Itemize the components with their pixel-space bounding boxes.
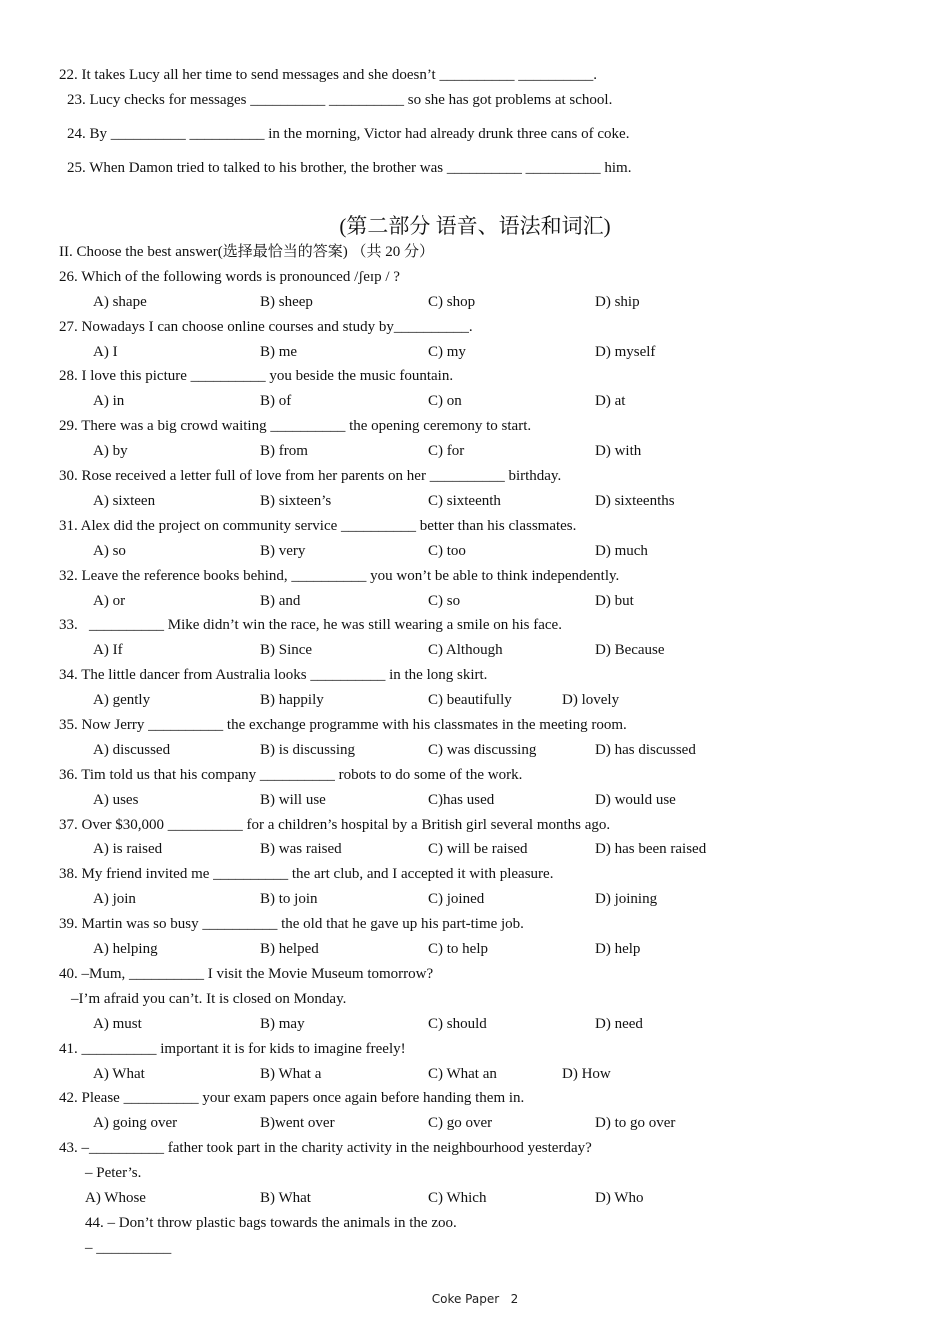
question-29-option-a: A) by bbox=[93, 443, 128, 459]
question-26-option-c: C) shop bbox=[428, 294, 476, 310]
question-27-option-d: D) myself bbox=[595, 344, 656, 360]
question-36-option-c: C)has used bbox=[428, 792, 495, 808]
question-22: 22. It takes Lucy all her time to send messages and she doesn’t __________ __________. bbox=[59, 67, 597, 83]
question-43-reply: – Peter’s. bbox=[85, 1165, 142, 1181]
question-40-option-c: C) should bbox=[428, 1016, 487, 1032]
question-26-option-d: D) ship bbox=[595, 294, 640, 310]
question-38-option-c: C) joined bbox=[428, 891, 485, 907]
question-37-option-c: C) will be raised bbox=[428, 841, 528, 857]
question-34-option-c: C) beautifully bbox=[428, 692, 512, 708]
question-28-option-b: B) of bbox=[260, 393, 292, 409]
question-31-option-b: B) very bbox=[260, 543, 306, 559]
question-41-stem: 41. __________ important it is for kids to imagine freely! bbox=[59, 1041, 406, 1057]
question-33-option-c: C) Although bbox=[428, 642, 503, 658]
question-33-option-a: A) If bbox=[93, 642, 123, 658]
page-footer: Coke Paper 2 bbox=[431, 1292, 519, 1306]
question-34-option-a: A) gently bbox=[93, 692, 151, 708]
question-30-stem: 30. Rose received a letter full of love from her parents on her __________ birthday. bbox=[59, 468, 562, 484]
question-41-option-d: D) How bbox=[562, 1066, 611, 1082]
question-36-option-b: B) will use bbox=[260, 792, 326, 808]
question-32-option-b: B) and bbox=[260, 593, 301, 609]
question-43-option-b: B) What bbox=[260, 1190, 311, 1206]
question-24: 24. By __________ __________ in the morning, Victor had already drunk three cans of coke. bbox=[67, 126, 630, 142]
question-38-option-b: B) to join bbox=[260, 891, 318, 907]
question-38-option-a: A) join bbox=[93, 891, 136, 907]
question-39-option-c: C) to help bbox=[428, 941, 488, 957]
question-26-option-b: B) sheep bbox=[260, 294, 313, 310]
question-29-option-c: C) for bbox=[428, 443, 465, 459]
question-31-option-d: D) much bbox=[595, 543, 648, 559]
question-38-option-d: D) joining bbox=[595, 891, 658, 907]
question-44-stem: 44. – Don’t throw plastic bags towards the animals in the zoo. bbox=[85, 1215, 457, 1231]
question-29-option-b: B) from bbox=[260, 443, 308, 459]
question-34-stem: 34. The little dancer from Australia looks __________ in the long skirt. bbox=[59, 667, 488, 683]
question-36-option-a: A) uses bbox=[93, 792, 139, 808]
question-38-stem: 38. My friend invited me __________ the art club, and I accepted it with pleasure. bbox=[59, 866, 554, 882]
question-37-option-a: A) is raised bbox=[93, 841, 163, 857]
question-27-stem: 27. Nowadays I can choose online courses and study by__________. bbox=[59, 319, 473, 335]
question-33-stem: 33. __________ Mike didn’t win the race, he was still wearing a smile on his face. bbox=[59, 617, 562, 633]
question-40-option-d: D) need bbox=[595, 1016, 643, 1032]
question-39-option-d: D) help bbox=[595, 941, 641, 957]
question-27-option-c: C) my bbox=[428, 344, 466, 360]
question-33-option-d: D) Because bbox=[595, 642, 665, 658]
question-34-option-d: D) lovely bbox=[562, 692, 620, 708]
question-41-option-b: B) What a bbox=[260, 1066, 322, 1082]
question-25: 25. When Damon tried to talked to his brother, the brother was __________ __________ him. bbox=[67, 160, 632, 176]
question-40-reply: –I’m afraid you can’t. It is closed on Monday. bbox=[71, 991, 347, 1007]
question-36-option-d: D) would use bbox=[595, 792, 676, 808]
question-31-stem: 31. Alex did the project on community service __________ better than his classmates. bbox=[59, 518, 577, 534]
question-39-option-a: A) helping bbox=[93, 941, 158, 957]
question-32-option-c: C) so bbox=[428, 593, 461, 609]
question-30-option-d: D) sixteenths bbox=[595, 493, 675, 509]
question-35-stem: 35. Now Jerry __________ the exchange programme with his classmates in the meeting room. bbox=[59, 717, 627, 733]
question-40-option-b: B) may bbox=[260, 1016, 305, 1032]
question-23: 23. Lucy checks for messages __________ __________ so she has got problems at school. bbox=[67, 92, 613, 108]
section-title: (第二部分 语音、语法和词汇) bbox=[339, 214, 611, 238]
question-41-option-c: C) What an bbox=[428, 1066, 497, 1082]
question-43-option-d: D) Who bbox=[595, 1190, 644, 1206]
question-27-option-a: A) I bbox=[93, 344, 118, 360]
question-43-option-a: A) Whose bbox=[85, 1190, 146, 1206]
question-30-option-b: B) sixteen’s bbox=[260, 493, 332, 509]
question-29-stem: 29. There was a big crowd waiting __________ the opening ceremony to start. bbox=[59, 418, 532, 434]
question-29-option-d: D) with bbox=[595, 443, 642, 459]
question-35-option-b: B) is discussing bbox=[260, 742, 356, 758]
question-32-option-d: D) but bbox=[595, 593, 634, 609]
question-37-option-d: D) has been raised bbox=[595, 841, 707, 857]
question-37-option-b: B) was raised bbox=[260, 841, 342, 857]
question-40-option-a: A) must bbox=[93, 1016, 142, 1032]
question-39-stem: 39. Martin was so busy __________ the old that he gave up his part-time job. bbox=[59, 916, 524, 932]
question-32-stem: 32. Leave the reference books behind, __________ you won’t be able to think independently. bbox=[59, 568, 620, 584]
question-42-option-a: A) going over bbox=[93, 1115, 178, 1131]
question-30-option-a: A) sixteen bbox=[93, 493, 156, 509]
question-40-stem: 40. –Mum, __________ I visit the Movie Museum tomorrow? bbox=[59, 966, 434, 982]
question-43-stem: 43. –__________ father took part in the charity activity in the neighbourhood yesterday? bbox=[59, 1140, 592, 1156]
question-28-option-d: D) at bbox=[595, 393, 626, 409]
question-35-option-c: C) was discussing bbox=[428, 742, 537, 758]
question-33-option-b: B) Since bbox=[260, 642, 313, 658]
question-28-option-a: A) in bbox=[93, 393, 125, 409]
question-42-stem: 42. Please __________ your exam papers once again before handing them in. bbox=[59, 1090, 525, 1106]
question-34-option-b: B) happily bbox=[260, 692, 324, 708]
question-35-option-a: A) discussed bbox=[93, 742, 171, 758]
question-31-option-c: C) too bbox=[428, 543, 466, 559]
question-28-stem: 28. I love this picture __________ you beside the music fountain. bbox=[59, 368, 454, 384]
question-39-option-b: B) helped bbox=[260, 941, 319, 957]
question-28-option-c: C) on bbox=[428, 393, 462, 409]
question-42-option-d: D) to go over bbox=[595, 1115, 676, 1131]
question-35-option-d: D) has discussed bbox=[595, 742, 696, 758]
question-37-stem: 37. Over $30,000 __________ for a children’s hospital by a British girl several months ago. bbox=[59, 817, 611, 833]
question-26-stem: 26. Which of the following words is pronounced /ʃeɪp / ? bbox=[59, 269, 400, 285]
question-44-reply: – __________ bbox=[85, 1240, 172, 1256]
section-instruction: II. Choose the best answer(选择最恰当的答案) （共 20 分） bbox=[59, 244, 434, 260]
question-32-option-a: A) or bbox=[93, 593, 126, 609]
question-42-option-c: C) go over bbox=[428, 1115, 493, 1131]
question-30-option-c: C) sixteenth bbox=[428, 493, 501, 509]
question-43-option-c: C) Which bbox=[428, 1190, 487, 1206]
question-36-stem: 36. Tim told us that his company __________ robots to do some of the work. bbox=[59, 767, 523, 783]
question-42-option-b: B)went over bbox=[260, 1115, 335, 1131]
question-26-option-a: A) shape bbox=[93, 294, 147, 310]
question-27-option-b: B) me bbox=[260, 344, 298, 360]
question-31-option-a: A) so bbox=[93, 543, 126, 559]
question-41-option-a: A) What bbox=[93, 1066, 145, 1082]
